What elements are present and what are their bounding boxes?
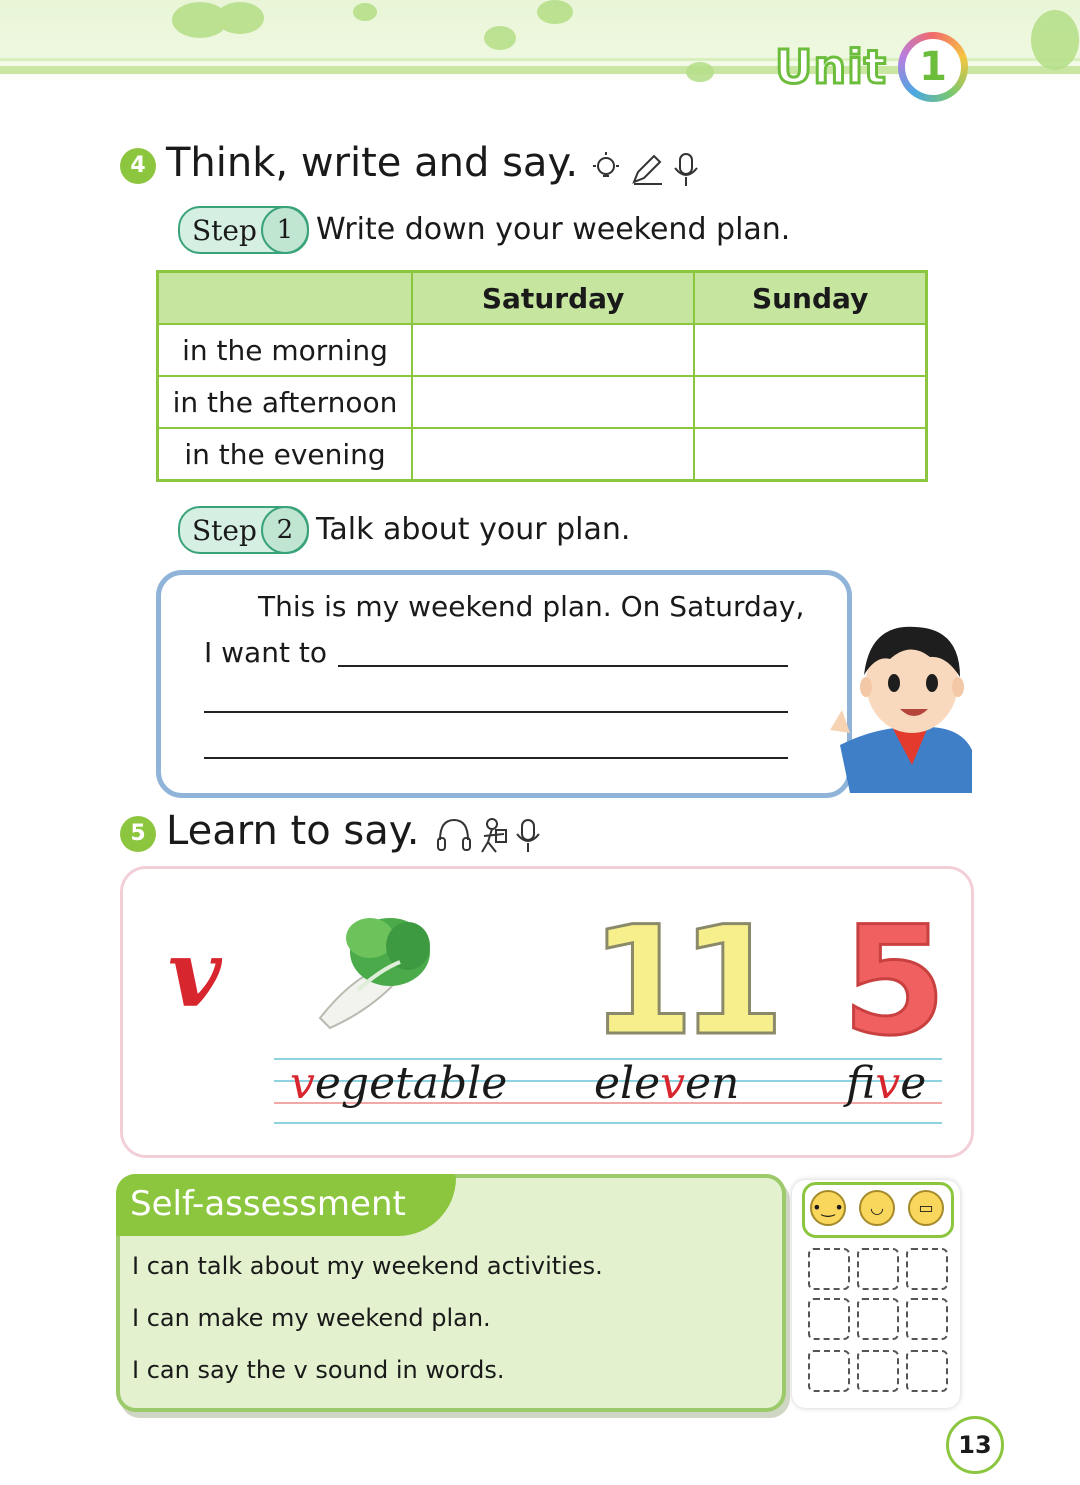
smile-face-icon: ◡ — [859, 1190, 895, 1226]
rating-checkbox[interactable] — [857, 1350, 899, 1392]
sunday-morning-cell[interactable] — [694, 324, 926, 376]
lightbulb-icon — [593, 152, 619, 176]
step-2-instruction: Talk about your plan. — [316, 512, 631, 547]
writing-guide-line — [274, 1122, 942, 1124]
table-row — [158, 324, 927, 376]
assessment-item-1: I can talk about my weekend activities. — [132, 1252, 603, 1280]
self-assessment-title: Self-assessment — [130, 1184, 406, 1224]
answer-line-3[interactable] — [204, 757, 788, 759]
page-number: 13 — [946, 1416, 1004, 1474]
table-header-saturday: Saturday — [412, 272, 694, 325]
microphone-icon — [517, 820, 539, 852]
section-number-4: 4 — [120, 148, 156, 184]
saturday-afternoon-cell[interactable] — [412, 376, 694, 428]
phonics-letter: v — [168, 920, 222, 1028]
rating-checkbox[interactable] — [857, 1248, 899, 1290]
table-header-row — [158, 272, 927, 325]
rating-checkbox[interactable] — [906, 1350, 948, 1392]
sunday-afternoon-cell[interactable] — [694, 376, 926, 428]
word-part: e — [900, 1058, 927, 1109]
answer-line-1[interactable] — [338, 665, 788, 667]
rating-checkbox[interactable] — [857, 1298, 899, 1340]
step-1-instruction: Write down your weekend plan. — [316, 212, 791, 247]
word-part: fi — [846, 1058, 876, 1109]
boy-illustration — [820, 615, 980, 795]
word-eleven — [594, 1058, 739, 1109]
sunday-evening-cell[interactable] — [694, 428, 926, 481]
word-five — [846, 1058, 926, 1109]
speech-text-line-1: This is my weekend plan. On Saturday, — [258, 590, 805, 623]
vegetable-icon — [310, 910, 440, 1035]
step-number: 2 — [261, 506, 309, 554]
table-row — [158, 376, 927, 428]
grin-face-icon: ▭ — [908, 1190, 944, 1226]
word-v-letter: v — [660, 1058, 686, 1109]
step-number: 1 — [261, 206, 309, 254]
rating-checkbox[interactable] — [906, 1298, 948, 1340]
row-label-morning: in the morning — [158, 324, 413, 376]
unit-number-badge — [898, 32, 968, 102]
step-1-badge — [178, 206, 309, 254]
activity-icons — [590, 150, 705, 194]
section-title-learn-to-say: Learn to say. — [166, 808, 420, 854]
rating-checkbox[interactable] — [906, 1248, 948, 1290]
activity-icons-2 — [436, 816, 551, 860]
section-title-think-write-say: Think, write and say. — [166, 140, 579, 186]
rating-checkbox[interactable] — [808, 1298, 850, 1340]
assessment-item-3: I can say the v sound in words. — [132, 1356, 505, 1384]
number-five: 5 — [842, 895, 947, 1069]
headphones-icon — [438, 820, 470, 850]
step-2-badge — [178, 506, 309, 554]
table-row — [158, 428, 927, 481]
answer-line-2[interactable] — [204, 711, 788, 713]
word-vegetable — [290, 1058, 507, 1109]
word-v-letter: v — [875, 1058, 901, 1109]
word-v-letter: v — [290, 1058, 315, 1109]
row-label-afternoon: in the afternoon — [158, 376, 413, 428]
rating-checkbox[interactable] — [808, 1350, 850, 1392]
section-number-5: 5 — [120, 816, 156, 852]
word-part: ele — [594, 1058, 661, 1109]
step-label: Step — [192, 513, 257, 547]
microphone-icon — [675, 154, 697, 186]
neutral-face-icon: •‿• — [810, 1190, 846, 1226]
rating-checkbox[interactable] — [808, 1248, 850, 1290]
number-eleven: 11 — [590, 895, 771, 1069]
speech-text-line-2: I want to — [204, 636, 327, 669]
weekend-plan-table — [156, 270, 928, 482]
saturday-evening-cell[interactable] — [412, 428, 694, 481]
assessment-item-2: I can make my weekend plan. — [132, 1304, 491, 1332]
step-label: Step — [192, 213, 257, 247]
word-part: egetable — [314, 1058, 508, 1109]
table-header-sunday: Sunday — [694, 272, 926, 325]
unit-label: Unit — [775, 40, 887, 94]
row-label-evening: in the evening — [158, 428, 413, 481]
table-header-blank — [158, 272, 413, 325]
unit-number: 1 — [905, 39, 961, 95]
pencil-icon — [634, 156, 662, 184]
saturday-morning-cell[interactable] — [412, 324, 694, 376]
word-part: en — [685, 1058, 740, 1109]
reading-icon — [482, 819, 506, 852]
